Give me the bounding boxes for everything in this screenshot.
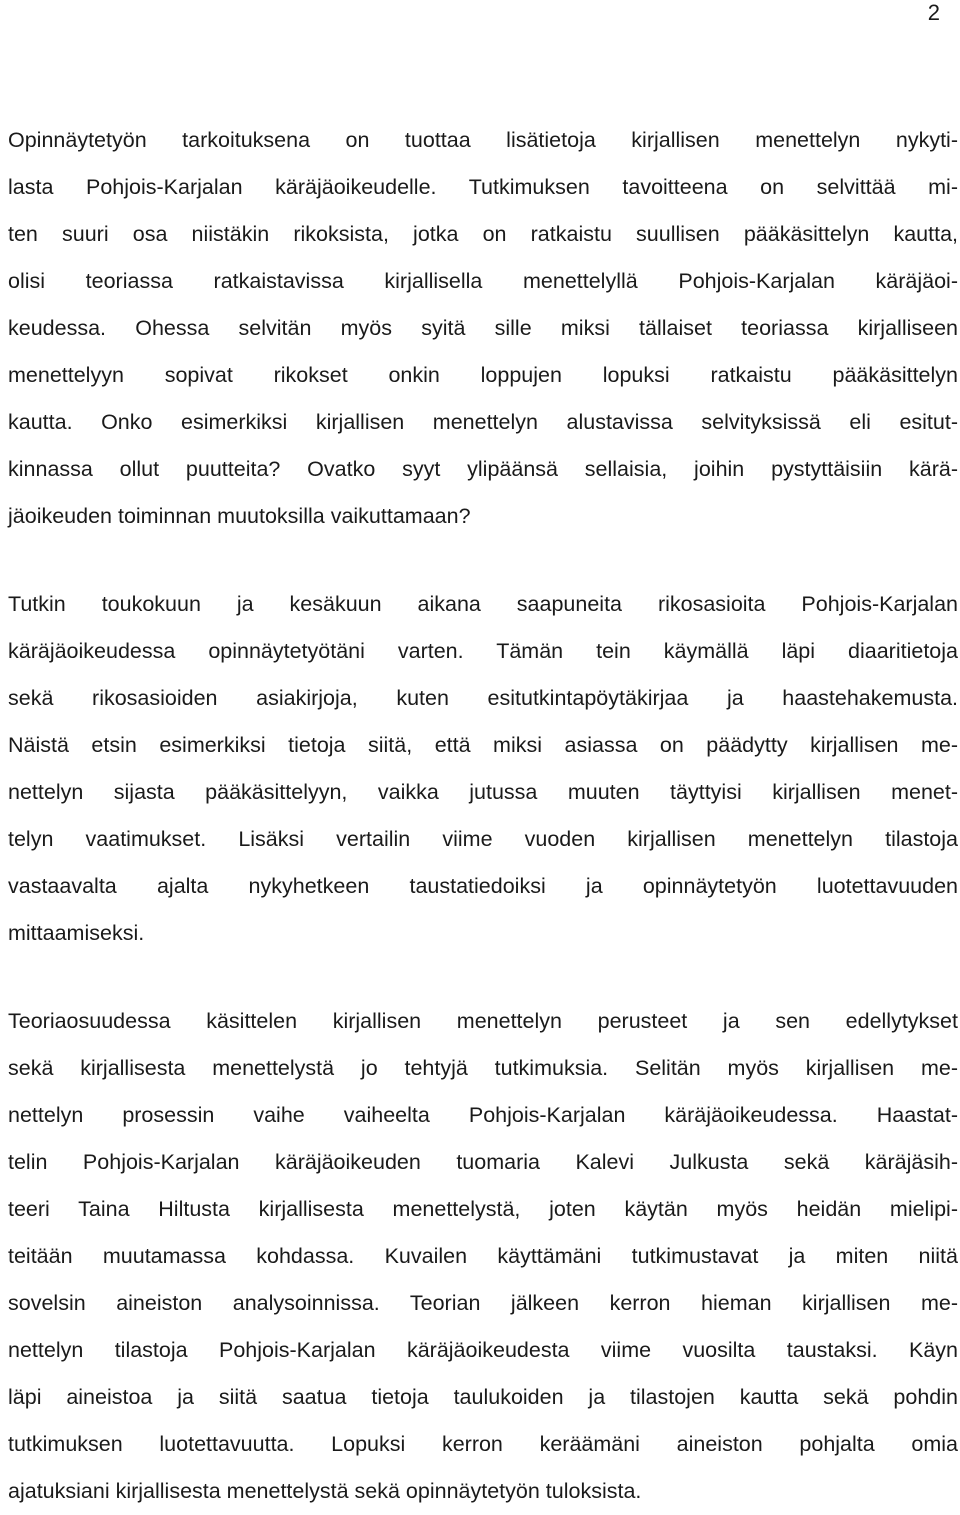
text-line: jäoikeuden toiminnan muutoksilla vaikuttamaan?	[8, 504, 471, 528]
text-line: lasta Pohjois-Karjalan käräjäoikeudelle. Tutkimuksen tavoitteena on selvittää mi-	[8, 175, 958, 199]
text-line: Opinnäytetyön tarkoituksena on tuottaa lisätietoja kirjallisen menettelyn nykyti-	[8, 128, 958, 152]
text-line: Teoriaosuudessa käsittelen kirjallisen menettelyn perusteet ja sen edellytykset	[8, 1009, 958, 1033]
paragraph-method	[8, 581, 958, 957]
text-line: ajatuksiani kirjallisesta menettelystä sekä opinnäytetyön tuloksista.	[8, 1479, 642, 1503]
text-line: mittaamiseksi.	[8, 921, 145, 945]
text-line: Näistä etsin esimerkiksi tietoja siitä, että miksi asiassa on päädytty kirjallisen me-	[8, 733, 958, 757]
text-line: käräjäoikeudessa opinnäytetyötäni varten. Tämän tein käymällä läpi diaaritietoja	[8, 639, 958, 663]
text-line: teitään muutamassa kohdassa. Kuvailen käyttämäni tutkimustavat ja miten niitä	[8, 1244, 958, 1268]
text-line: olisi teoriassa ratkaistavissa kirjallisella menettelyllä Pohjois-Karjalan käräjäoi-	[8, 269, 958, 293]
text-line: keudessa. Ohessa selvitän myös syitä sille miksi tällaiset teoriassa kirjalliseen	[8, 316, 958, 340]
text-line: vastaavalta ajalta nykyhetkeen taustatiedoiksi ja opinnäytetyön luotettavuuden	[8, 874, 958, 898]
text-line: sekä rikosasioiden asiakirjoja, kuten esitutkintapöytäkirjaa ja haastehakemusta.	[8, 686, 958, 710]
text-line: kinnassa ollut puutteita? Ovatko syyt ylipäänsä sellaisia, joihin pystyttäisiin kärä-	[8, 457, 958, 481]
text-line: Tutkin toukokuun ja kesäkuun aikana saapuneita rikosasioita Pohjois-Karjalan	[8, 592, 958, 616]
page-number: 2	[927, 0, 940, 25]
text-line: teeri Taina Hiltusta kirjallisesta menettelystä, joten käytän myös heidän mielipi-	[8, 1197, 958, 1221]
text-line: menettelyyn sopivat rikokset onkin loppujen lopuksi ratkaistu pääkäsittelyn	[8, 363, 958, 387]
text-line: nettelyn sijasta pääkäsittelyyn, vaikka jutussa muuten täyttyisi kirjallisen menet-	[8, 780, 958, 804]
text-line: sovelsin aineiston analysoinnissa. Teorian jälkeen kerron hieman kirjallisen me-	[8, 1291, 958, 1315]
text-line: nettelyn prosessin vaihe vaiheelta Pohjois-Karjalan käräjäoikeudessa. Haastat-	[8, 1103, 958, 1127]
text-line: kautta. Onko esimerkiksi kirjallisen menettelyn alustavissa selvityksissä eli esitut-	[8, 410, 958, 434]
paragraph-structure	[8, 998, 958, 1515]
text-line: tutkimuksen luotettavuutta. Lopuksi kerron keräämäni aineiston pohjalta omia	[8, 1432, 958, 1456]
text-line: telin Pohjois-Karjalan käräjäoikeuden tuomaria Kalevi Julkusta sekä käräjäsih-	[8, 1150, 958, 1174]
text-line: läpi aineistoa ja siitä saatua tietoja taulukoiden ja tilastojen kautta sekä pohdin	[8, 1385, 958, 1409]
text-line: nettelyn tilastoja Pohjois-Karjalan käräjäoikeudesta viime vuosilta taustaksi. Käyn	[8, 1338, 958, 1362]
text-line: ten suuri osa niistäkin rikoksista, jotka on ratkaistu suullisen pääkäsittelyn kautta,	[8, 222, 958, 246]
text-line: sekä kirjallisesta menettelystä jo tehtyjä tutkimuksia. Selitän myös kirjallisen me-	[8, 1056, 958, 1080]
paragraph-purpose	[8, 117, 958, 540]
text-line: telyn vaatimukset. Lisäksi vertailin viime vuoden kirjallisen menettelyn tilastoja	[8, 827, 958, 851]
